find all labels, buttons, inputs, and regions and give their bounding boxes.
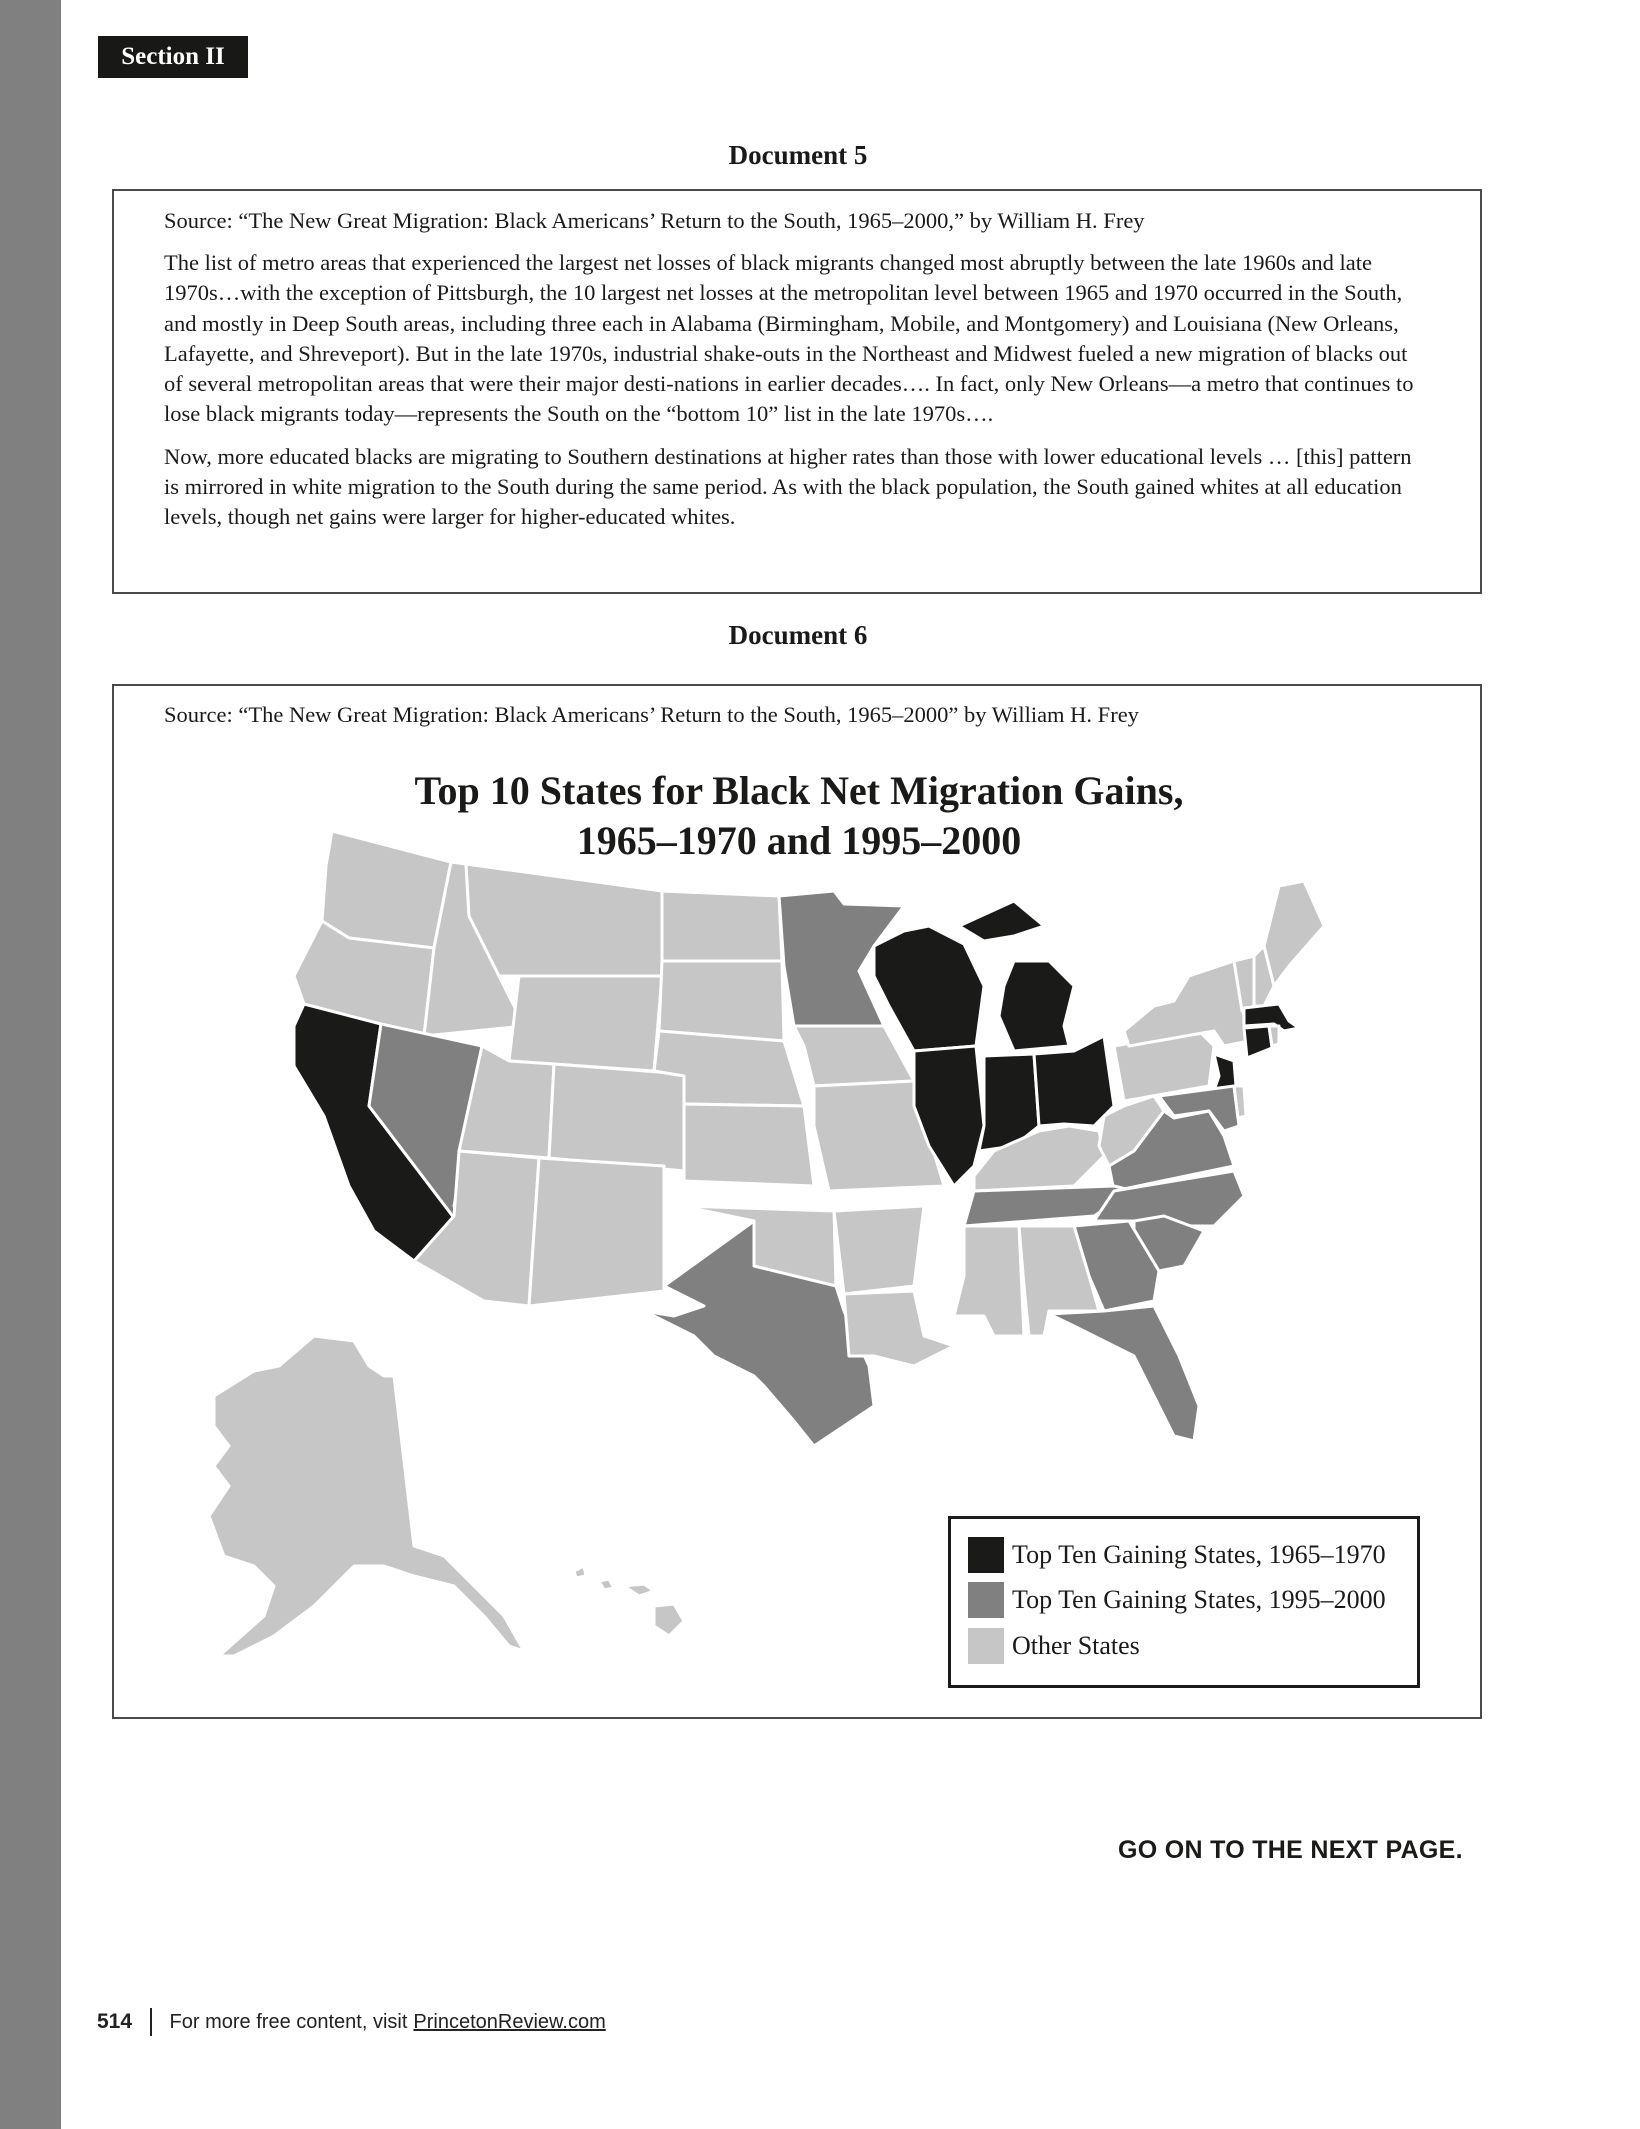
- legend-item-other: [968, 1628, 1140, 1664]
- state-colorado: [549, 1064, 684, 1171]
- princeton-review-link[interactable]: PrincetonReview.com: [413, 2010, 606, 2033]
- page-margin-bar: [0, 0, 61, 2129]
- state-new-mexico: [529, 1158, 664, 1306]
- legend-swatch-dark-gray: [968, 1582, 1004, 1618]
- legend-label: Other States: [1012, 1631, 1140, 1660]
- document-6-source: Source: “The New Great Migration: Black Americans’ Return to the South, 1965–2000” by William H. Frey: [164, 702, 1139, 727]
- state-north-dakota: [662, 891, 782, 961]
- legend-swatch-light-gray: [968, 1628, 1004, 1664]
- go-on-next-page-note: GO ON TO THE NEXT PAGE.: [1118, 1836, 1463, 1864]
- legend-item-1995-2000: [968, 1582, 1386, 1618]
- document-5-paragraph-1: The list of metro areas that experienced the largest net losses of black migrants changed most abruptly between the late 1960s and late 1970s…with the exception of Pittsburgh, the 10 largest net losses at the metropolitan level between 1965 and 1970 occurred in the South, and mostly in Deep South areas, including three each in Alabama (Birmingham, Mobile, and Montgomery) and Louisiana (New Orleans, Lafayette, and Shreveport). But in the late 1970s, industrial shake-outs in the Northeast and Midwest fueled a new migration of blacks out of several metropolitan areas that were their major desti-nations in earlier decades…. In fact, only New Orleans—a metro that continues to lose black migrants today—represents the South on the “bottom 10” list in the late 1970s….: [164, 250, 1414, 427]
- legend-label: Top Ten Gaining States, 1995–2000: [1012, 1585, 1386, 1614]
- state-iowa: [794, 1026, 914, 1086]
- state-arkansas: [834, 1206, 924, 1294]
- state-louisiana: [844, 1291, 954, 1366]
- state-south-dakota: [659, 961, 784, 1041]
- state-connecticut: [1244, 1026, 1272, 1058]
- document-6-box: [112, 684, 1482, 1719]
- state-new-york: [1124, 961, 1249, 1046]
- state-hawaii: [574, 1566, 684, 1636]
- state-rhode-island: [1269, 1026, 1279, 1046]
- state-montana: [466, 864, 662, 976]
- legend-label: Top Ten Gaining States, 1965–1970: [1012, 1540, 1386, 1569]
- document-6-heading: Document 6: [728, 620, 868, 650]
- map-title-line-2: 1965–1970 and 1995–2000: [576, 818, 1022, 863]
- footer-text: For more free content, visit: [169, 2010, 408, 2033]
- map-title: [114, 766, 1484, 866]
- state-maine: [1264, 881, 1324, 986]
- document-5-source: Source: “The New Great Migration: Black Americans’ Return to the South, 1965–2000,” by William H. Frey: [164, 208, 1145, 233]
- document-5-paragraph-2: Now, more educated blacks are migrating to Southern destinations at higher rates than those with lower educational levels … [this] pattern is mirrored in white migration to the South during the same period. As with the black population, the South gained whites at all education levels, though net gains were larger for higher-educated whites.: [164, 443, 1412, 530]
- state-kansas: [684, 1104, 814, 1186]
- document-5-box: [112, 189, 1482, 594]
- state-florida: [1049, 1306, 1199, 1441]
- map-title-line-1: Top 10 States for Black Net Migration Gains,: [414, 768, 1184, 813]
- state-alaska: [209, 1336, 524, 1656]
- state-wyoming: [509, 976, 662, 1071]
- page-number: 514: [97, 2010, 133, 2033]
- footer-divider: [150, 2008, 152, 2036]
- state-mississippi: [954, 1226, 1024, 1336]
- legend-item-1965-1970: [968, 1537, 1386, 1573]
- state-wisconsin: [874, 926, 984, 1051]
- section-tag: Section II: [98, 36, 248, 78]
- page-footer: [97, 2008, 606, 2036]
- document-5-heading: Document 5: [728, 140, 868, 170]
- legend-swatch-black: [968, 1537, 1004, 1573]
- map-legend: [948, 1516, 1420, 1688]
